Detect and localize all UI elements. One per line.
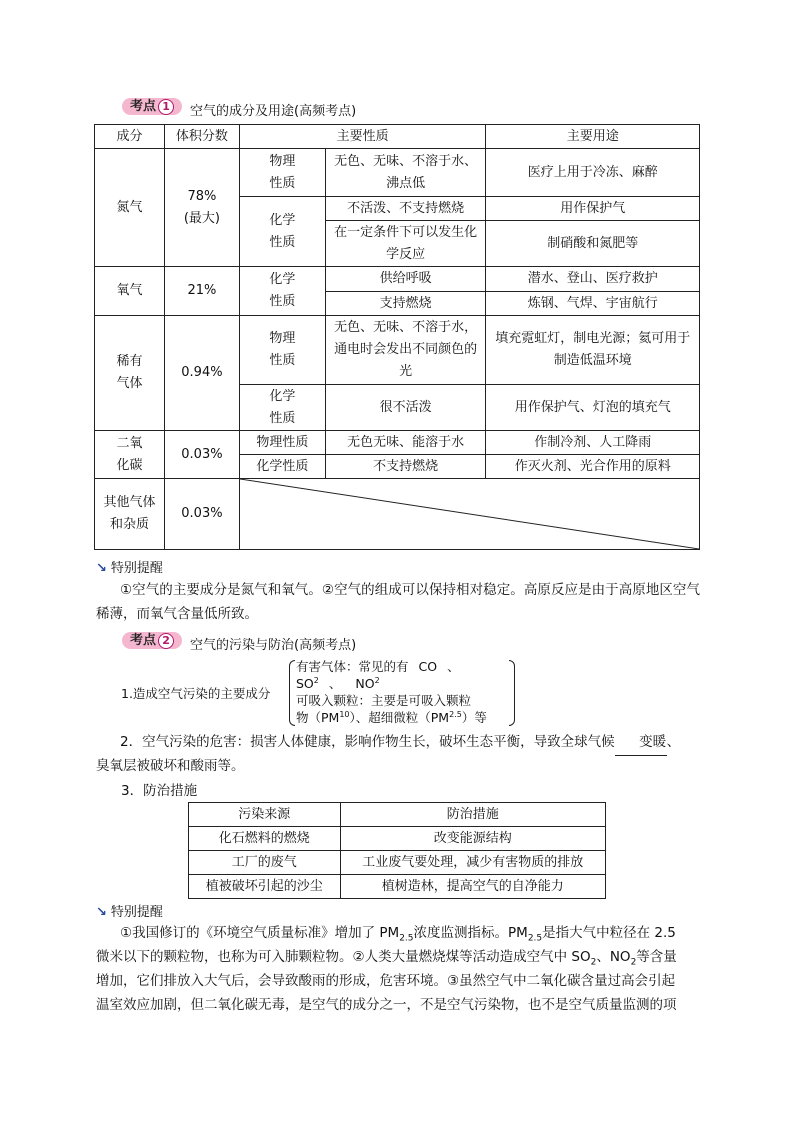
other-name xyxy=(95,479,165,550)
tip2-l2b: 、NO xyxy=(596,949,631,965)
section1-title: 空气的成分及用途(高频考点) xyxy=(190,104,357,119)
pollution-line2 xyxy=(296,674,380,692)
no2-text: NO xyxy=(355,676,375,691)
co2-phys-use: 作制冷剂、人工降雨 xyxy=(486,431,700,455)
n2-chem-use2: 制硝酸和氮肥等 xyxy=(486,221,700,267)
rare-chem-text: 化学性质 xyxy=(269,388,296,426)
no2-sub-b: 2 xyxy=(630,957,637,968)
n2-phys-use: 医疗上用于冷冻、麻醉 xyxy=(486,149,700,197)
o2-chem-label xyxy=(239,267,325,316)
line4-end: ）等 xyxy=(461,710,487,725)
header-property: 主要性质 xyxy=(239,125,486,149)
n2-chem-label xyxy=(239,197,325,267)
rare-phys-text: 物理性质 xyxy=(269,331,296,368)
rare-name xyxy=(95,316,165,431)
so2-sub: 2 xyxy=(313,675,319,685)
tip2-line4: 温室效应加剧，但二氧化碳无毒，是空气的成分之一，不是空气污染物，也不是空气质量监测的项 xyxy=(96,997,677,1013)
section2-badge xyxy=(122,632,182,649)
measures-action: 植树造林，提高空气的自净能力 xyxy=(340,875,605,899)
o2-chem-text: 化学性质 xyxy=(269,272,296,309)
tip2-label: 特别提醒 xyxy=(110,905,163,920)
harm-sep: 、 xyxy=(666,734,681,750)
n2-phys-prop: 无色、无味、不溶于水、沸点低 xyxy=(325,149,486,197)
line1-sep: 、 xyxy=(447,659,460,674)
co2-chem-prop: 不支持燃烧 xyxy=(325,455,486,479)
section2-num: 2 xyxy=(158,633,174,649)
measures-source: 植被破坏引起的沙尘 xyxy=(189,875,341,899)
rare-fraction: 0.94% xyxy=(164,316,239,431)
tip2-l2c: 等含量 xyxy=(636,949,677,965)
n2-frac-value: 78% xyxy=(187,188,217,204)
composition-table xyxy=(94,124,700,550)
o2-name: 氧气 xyxy=(95,267,165,316)
n2-chem-prop1: 不活泼、不支持燃烧 xyxy=(325,197,486,221)
badge-text: 考点 xyxy=(130,99,157,114)
pollution-lead: 1.造成空气污染的主要成分 xyxy=(121,686,271,701)
pm10-sub: 10 xyxy=(339,709,350,719)
co2-name xyxy=(95,431,165,479)
pollution-line4 xyxy=(296,708,487,726)
tip1-heading xyxy=(96,557,163,576)
co2-chem-use: 作灭火剂、光合作用的原料 xyxy=(486,455,700,479)
tip2-p3: 是指大气中粒径在 2.5 xyxy=(542,925,676,941)
pollution-line1 xyxy=(296,657,460,675)
header-use: 主要用途 xyxy=(486,125,700,149)
n2-chem-text: 化学性质 xyxy=(269,212,296,250)
rare-phys-prop: 无色、无味、不溶于水，通电时会发出不同颜色的光 xyxy=(325,316,486,385)
arrow-icon: ↘ xyxy=(96,561,107,576)
co2-phys-prop: 无色无味、能溶于水 xyxy=(325,431,486,455)
n2-name: 氮气 xyxy=(95,149,165,267)
measures-table xyxy=(188,802,606,899)
other-name-text: 其他气体和杂质 xyxy=(103,495,156,532)
n2-phys-label xyxy=(239,149,325,197)
n2-frac-note: (最大) xyxy=(183,210,220,226)
o2-prop2: 支持燃烧 xyxy=(325,292,486,316)
tip1-text: ①空气的主要成分是氮气和氧气。②空气的组成可以保持相对稳定。高原反应是由于高原地区空气稀薄，而氧气含量低所致。 xyxy=(96,582,700,622)
badge-text: 考点 xyxy=(130,633,157,648)
rare-phys-use: 填充霓虹灯，制电光源；氦可用于制造低温环境 xyxy=(486,316,700,385)
measures-action: 改变能源结构 xyxy=(340,827,605,851)
measures-source: 化石燃料的燃烧 xyxy=(189,827,341,851)
n2-phys-text: 物理性质 xyxy=(269,153,296,191)
tip1-label: 特别提醒 xyxy=(110,561,163,576)
pm25-sub-b: 2.5 xyxy=(527,933,543,944)
line1-co: CO xyxy=(418,659,438,674)
o2-fraction: 21% xyxy=(164,267,239,316)
tip2-p2: 浓度监测指标。PM xyxy=(413,925,528,941)
pm10-text: 物（PM xyxy=(296,710,340,725)
so2-text: SO xyxy=(296,676,314,691)
section1-num: 1 xyxy=(158,99,174,115)
tip2-p1: ①我国修订的《环境空气质量标准》增加了 PM xyxy=(120,925,400,941)
measures-title: 3．防治措施 xyxy=(121,783,198,799)
arrow-icon: ↘ xyxy=(96,905,107,920)
diagonal-line xyxy=(240,479,699,549)
no2-sub: 2 xyxy=(374,675,380,685)
n2-fraction xyxy=(164,149,239,267)
co2-phys-label: 物理性质 xyxy=(239,431,325,455)
rare-chem-label xyxy=(239,385,325,431)
pm25-sub-a: 2.5 xyxy=(399,933,414,944)
rare-phys-label xyxy=(239,316,325,385)
so2-sub-b: 2 xyxy=(590,957,597,968)
measures-header-source: 污染来源 xyxy=(189,803,341,827)
rare-name-text: 稀有气体 xyxy=(116,354,143,391)
measures-header-measure: 防治措施 xyxy=(340,803,605,827)
o2-use1: 潜水、登山、医疗救护 xyxy=(486,267,700,292)
harm-line1 xyxy=(96,731,700,756)
tip2-l2: 微米以下的颗粒物，也称为可入肺颗粒物。②人类大量燃烧煤等活动造成空气中 SO xyxy=(96,949,591,965)
right-brace xyxy=(509,660,515,726)
pm25-text: ）、超细微粒（PM xyxy=(349,710,450,725)
o2-use2: 炼钢、气焊、宇宙航行 xyxy=(486,292,700,316)
co2-name-text: 二氧化碳 xyxy=(116,435,143,473)
left-brace xyxy=(289,660,295,726)
header-fraction: 体积分数 xyxy=(164,125,239,149)
section1-badge xyxy=(122,98,182,115)
other-diagonal-cell xyxy=(239,479,699,550)
measures-action: 工业废气要处理，减少有害物质的排放 xyxy=(340,851,605,875)
pollution-line3: 可吸入颗粒：主要是可吸入颗粒 xyxy=(296,693,472,708)
harm-blank: 变暖 xyxy=(615,731,667,756)
n2-chem-prop2: 在一定条件下可以发生化学反应 xyxy=(325,221,486,267)
co2-fraction: 0.03% xyxy=(164,431,239,479)
header-component: 成分 xyxy=(95,125,165,149)
co2-chem-label: 化学性质 xyxy=(239,455,325,479)
n2-chem-use1: 用作保护气 xyxy=(486,197,700,221)
tip2-heading xyxy=(96,901,163,920)
measures-source: 工厂的废气 xyxy=(189,851,341,875)
tip2-line3: 增加，它们排放入大气后，会导致酸雨的形成，危害环境。③虽然空气中二氧化碳含量过高会引起 xyxy=(96,973,676,989)
line1-text: 有害气体：常见的有 xyxy=(296,659,409,674)
o2-prop1: 供给呼吸 xyxy=(325,267,486,292)
rare-chem-prop: 很不活泼 xyxy=(325,385,486,431)
harm-line2: 臭氧层被破坏和酸雨等。 xyxy=(96,758,245,774)
section2-title: 空气的污染与防治(高频考点) xyxy=(190,638,357,653)
other-fraction: 0.03% xyxy=(164,479,239,550)
harm-text: 2．空气污染的危害：损害人体健康，影响作物生长，破坏生态平衡，导致全球气候 xyxy=(120,734,615,750)
pm25-sub: 2.5 xyxy=(449,709,462,719)
rare-chem-use: 用作保护气、灯泡的填充气 xyxy=(486,385,700,431)
line2-sep: 、 xyxy=(328,676,342,691)
